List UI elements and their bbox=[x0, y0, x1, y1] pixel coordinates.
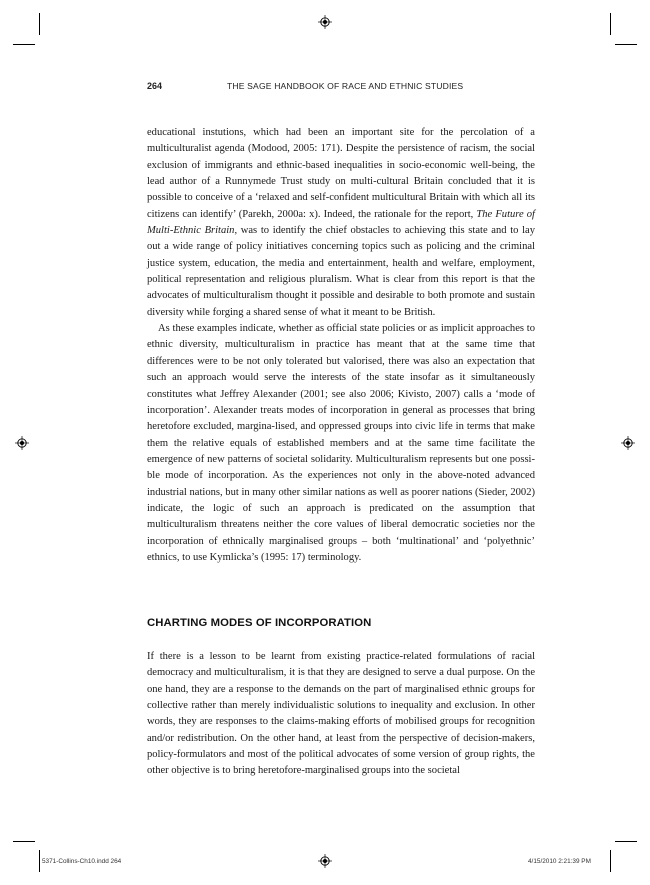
crop-mark bbox=[39, 850, 40, 872]
body-text bbox=[147, 125, 535, 566]
crop-mark bbox=[615, 841, 637, 842]
paragraph: If there is a lesson to be learnt from existing practice-related formulations of racial democracy and multiculturalism, it is that they are designed to serve a dual purpose. On the one hand, they are a response to the demands on the part of marginalised ethnic groups for collective rather than merely individualistic solutions to inequality and exclusion. In other words, they are responses to the claims-making efforts of mobilised groups for recognition and/or redistribution. On the other hand, at least from the perspective of decision-makers, policy-formulators and most of the political advocates of some version of group rights, the other objective is to bring heretofore-marginalised groups into the societal bbox=[147, 651, 535, 777]
crop-mark bbox=[39, 13, 40, 35]
paragraph bbox=[147, 125, 535, 321]
section-body-text bbox=[147, 649, 535, 780]
registration-mark-icon bbox=[15, 436, 29, 450]
print-timestamp: 4/15/2010 2:21:39 PM bbox=[528, 858, 591, 865]
section-heading: CHARTING MODES OF INCORPORATION bbox=[147, 617, 372, 629]
running-title: THE SAGE HANDBOOK OF RACE AND ETHNIC STUDIES bbox=[227, 81, 464, 91]
registration-mark-icon bbox=[318, 854, 332, 868]
registration-mark-icon bbox=[318, 15, 332, 29]
running-header bbox=[147, 81, 535, 95]
crop-mark bbox=[610, 13, 611, 35]
crop-mark bbox=[13, 44, 35, 45]
report-title: The Future of Multi-Ethnic Britain bbox=[147, 208, 535, 237]
text-run: As these examples indicate, whether as official state policies or as implicit approaches to ethnic diversity, multiculturalism in practice has meant that at the same time that differences were to be not only tolerated but valorised, there was also an expectation that such an approach would serve the interests of the state insofar as it simultaneously constitutes what Jeffrey Alexander (2001; see also 2006; Kivisto, 2007) calls a ‘mode of incorporation’. Alexander treats modes of incorporation in general as processes that bring heretofore excluded, margina-lised, and oppressed groups into civic life in terms that make them the relative equals of established members and at the same time facilitate the emergence of new patterns of societal solidarity. Multiculturalism represents but one possi-ble mode of incorporation. As the experiences not only in the above-noted advanced industrial nations, but in many other similar nations as well as poorer nations (Sieder, 2002) indicate, the logic of such an approach is predicated on the assumption that multiculturalism threatens neither the core values of liberal democratic societies nor the incorporation of ethnically marginalised groups – both ‘multinational’ and ‘polyethnic’ ethnics, to use Kymlicka’s (1995: 17) terminology. bbox=[147, 323, 535, 563]
crop-mark bbox=[13, 841, 35, 842]
paragraph bbox=[147, 321, 535, 566]
page-number: 264 bbox=[147, 81, 163, 91]
text-run: educational instutions, which had been an important site for the percolation of a multiculturalist agenda (Modood, 2005: 171). Despite the persistence of racism, the social exclusion of immigrants and ethnic-based inequalities in socio-economic well-being, the lead author of a Runnymede Trust study on multi-cultural Britain concluded that it is possible to conceive of a ‘relaxed and self-confident multicultural Britain with which all its citizens can identify’ (Parekh, 2000a: x). Indeed, the rationale for the report, bbox=[147, 127, 535, 220]
registration-mark-icon bbox=[621, 436, 635, 450]
file-slug: 5371-Collins-Ch10.indd 264 bbox=[42, 858, 122, 865]
crop-mark bbox=[615, 44, 637, 45]
crop-mark bbox=[610, 850, 611, 872]
text-run: , was to identify the chief obstacles to achieving this state and to lay out a wide range of policy initiatives concerning topics such as policing and the criminal justice system, education, the media and entertainment, health and welfare, employment, political representation and religious pluralism. What is clear from this report is that the advocates of multiculturalism thought it possible and desirable to both promote and sustain diversity while forging a shared sense of what it meant to be British. bbox=[147, 225, 535, 318]
